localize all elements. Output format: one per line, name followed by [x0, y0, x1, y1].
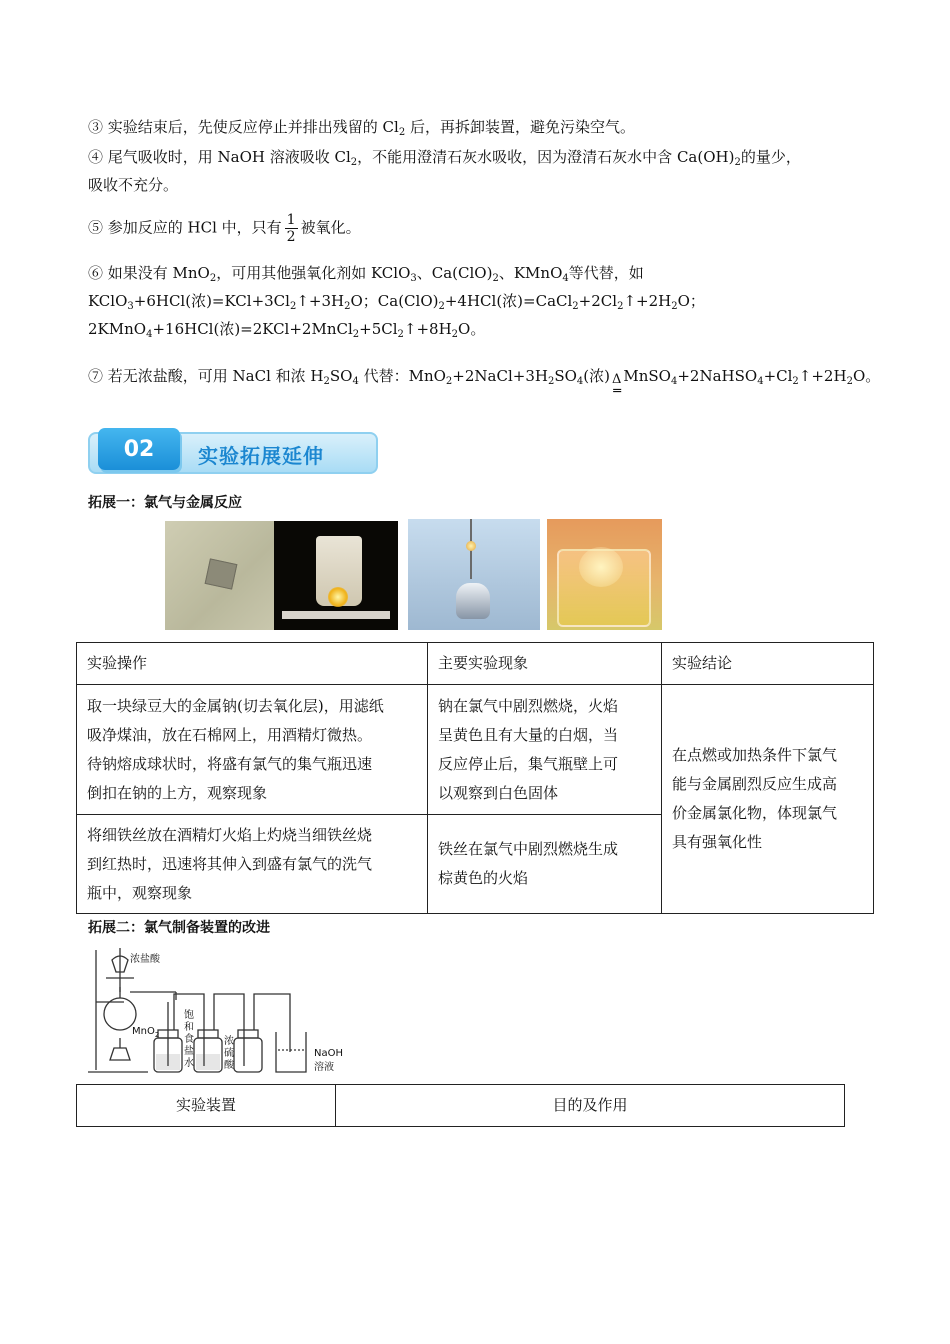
operation-cell: 取一块绿豆大的金属钠(切去氧化层)，用滤纸 吸净煤油，放在石棉网上，用酒精灯微热。 待钠熔成球状时，将盛有氯气的集气瓶迅速 倒扣在钠的上方，观察现象	[77, 685, 428, 815]
label-acid-2: 硫	[224, 1048, 234, 1059]
note-5: ⑤ 参加反应的 HCl 中，只有 $\frac{1}{2}$ 被氧化。	[88, 212, 361, 245]
table-header-row	[77, 1085, 845, 1127]
extension-2-table	[76, 1084, 845, 1127]
apparatus-diagram	[86, 942, 356, 1078]
phenomenon-cell: 钠在氯气中剧烈燃烧，火焰 呈黄色且有大量的白烟，当 反应停止后，集气瓶壁上可 以观察到白色固体	[428, 685, 662, 815]
label-naoh: NaOH	[314, 1048, 343, 1059]
header-phenomenon: 主要实验现象	[428, 643, 662, 685]
iron-burning-photo	[547, 519, 662, 630]
phenomenon-cell: 铁丝在氯气中剧烈燃烧生成 棕黄色的火焰	[428, 815, 662, 914]
table-header-row	[77, 643, 874, 685]
sodium-burning-photo	[274, 521, 398, 630]
iron-wire-photo	[408, 519, 540, 630]
section-number: 02	[98, 428, 180, 470]
header-conclusion: 实验结论	[662, 643, 874, 685]
note-3: ③ 实验结束后，先使反应停止并排出残留的 $Cl_2$ 后，再拆卸装置，避免污染空气。	[88, 118, 635, 138]
header-purpose: 目的及作用	[336, 1085, 845, 1127]
extension-1-table	[76, 642, 874, 914]
extension-2-heading: 拓展二：氯气制备装置的改进	[88, 920, 270, 936]
header-operation: 实验操作	[77, 643, 428, 685]
section-title: 实验拓展延伸	[198, 444, 324, 468]
label-brine-2: 和	[184, 1022, 194, 1033]
operation-cell: 将细铁丝放在酒精灯火焰上灼烧当细铁丝烧 到红热时，迅速将其伸入到盛有氯气的洗气 瓶中，观察现象	[77, 815, 428, 914]
note-7: ⑦ 若无浓盐酸，可用 NaCl 和浓 $H_2SO_4$ 代替：$MnO_2+2NaCl+3H_2SO_4$(浓) Δ ═ $MnSO_4+2NaHSO_4+Cl_2↑+2H_2O$。	[88, 367, 881, 399]
table-row	[77, 685, 874, 815]
label-solution: 溶液	[314, 1062, 334, 1073]
label-acid-1: 浓	[224, 1036, 234, 1047]
label-brine-1: 饱	[184, 1010, 194, 1021]
label-brine-3: 食	[184, 1034, 194, 1045]
label-mno2: MnO$_2$	[132, 1026, 160, 1039]
label-acid-3: 酸	[224, 1060, 234, 1071]
label-hydrochloric-acid: 浓盐酸	[130, 954, 160, 965]
label-brine-5: 水	[184, 1058, 194, 1069]
heating-equals-sign: Δ ═	[612, 372, 622, 399]
label-brine-4: 盐	[184, 1046, 194, 1057]
note-6: ⑥ 如果没有 MnO$_2$，可用其他强氧化剂如 KClO$_3$、$Ca(ClO)_2$、KMnO$_4$等代替，如 KClO$_3$+6HCl(浓)$=KCl+3Cl_2↑+3H_2O$；$Ca(ClO)_2+4HCl$(浓)$=CaCl_2+2Cl_2↑+2H_2O$； 2KMnO$_4$+16HCl(浓)$=2KCl+2MnCl_2+5Cl_2↑+8H_2O$。	[88, 264, 705, 340]
fraction: $\frac{1}{2}$	[286, 212, 296, 245]
header-apparatus: 实验装置	[77, 1085, 336, 1127]
conclusion-cell: 在点燃或加热条件下氯气 能与金属剧烈反应生成高 价金属氯化物，体现氯气 具有强氧化性	[662, 685, 874, 914]
extension-1-heading: 拓展一：氯气与金属反应	[88, 495, 242, 511]
section-banner	[88, 428, 380, 478]
note-4: ④ 尾气吸收时，用 NaOH 溶液吸收 $Cl_2$，不能用澄清石灰水吸收，因为澄清石灰水中含 $Ca(OH)_2$的量少， 吸收不充分。	[88, 148, 801, 194]
sodium-photo	[165, 521, 274, 630]
